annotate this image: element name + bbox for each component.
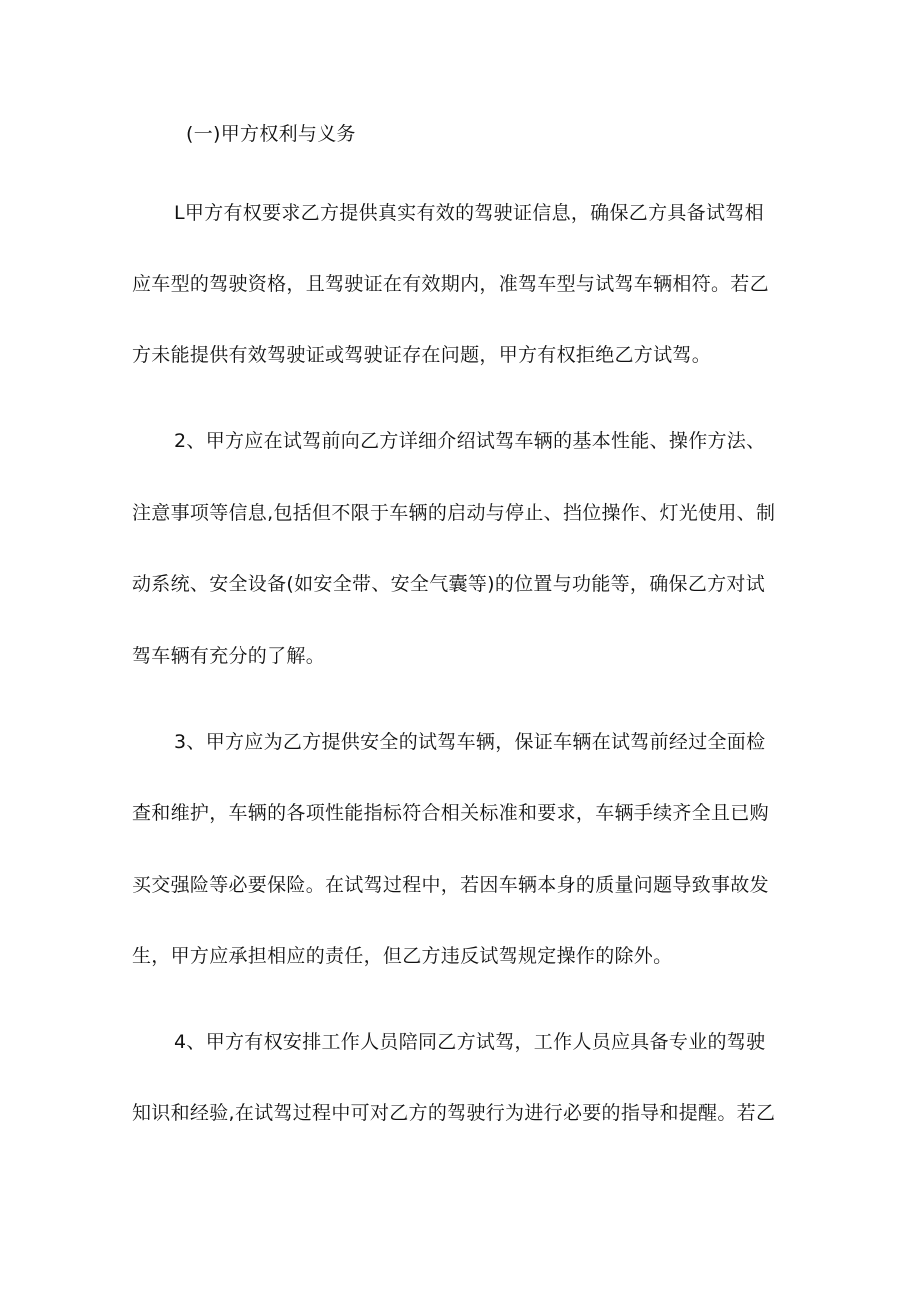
paragraph-3-line-2: 查和维护，车辆的各项性能指标符合相关标准和要求，车辆手续齐全且已购 xyxy=(132,802,769,824)
paragraph-1-line-2: 应车型的驾驶资格，且驾驶证在有效期内，准驾车型与试驾车辆相符。若乙 xyxy=(132,273,769,295)
paragraph-3-line-3: 买交强险等必要保险。在试驾过程中，若因车辆本身的质量问题导致事故发 xyxy=(132,874,769,896)
paragraph-3-line-1: 3、甲方应为乙方提供安全的试驾车辆，保证车辆在试驾前经过全面检 xyxy=(174,731,766,753)
paragraph-2-line-1: 2、甲方应在试驾前向乙方详细介绍试驾车辆的基本性能、操作方法、 xyxy=(174,430,766,452)
paragraph-4-line-1: 4、甲方有权安排工作人员陪同乙方试驾，工作人员应具备专业的驾驶 xyxy=(174,1031,766,1053)
paragraph-1-line-3: 方未能提供有效驾驶证或驾驶证存在问题，甲方有权拒绝乙方试驾。 xyxy=(132,344,712,366)
paragraph-2-line-3: 动系统、安全设备(如安全带、安全气囊等)的位置与功能等，确保乙方对试 xyxy=(132,573,766,595)
paragraph-2-line-4: 驾车辆有充分的了解。 xyxy=(132,645,326,667)
paragraph-4-line-2: 知识和经验,在试驾过程中可对乙方的驾驶行为进行必要的指导和提醒。若乙 xyxy=(132,1102,776,1124)
paragraph-2-line-2: 注意事项等信息,包括但不限于车辆的启动与停止、挡位操作、灯光使用、制 xyxy=(132,502,776,524)
section-heading: (一)甲方权利与义务 xyxy=(186,123,356,145)
paragraph-1-line-1: L甲方有权要求乙方提供真实有效的驾驶证信息，确保乙方具备试驾相 xyxy=(174,202,764,224)
paragraph-3-line-4: 生，甲方应承担相应的责任，但乙方违反试驾规定操作的除外。 xyxy=(132,945,673,967)
